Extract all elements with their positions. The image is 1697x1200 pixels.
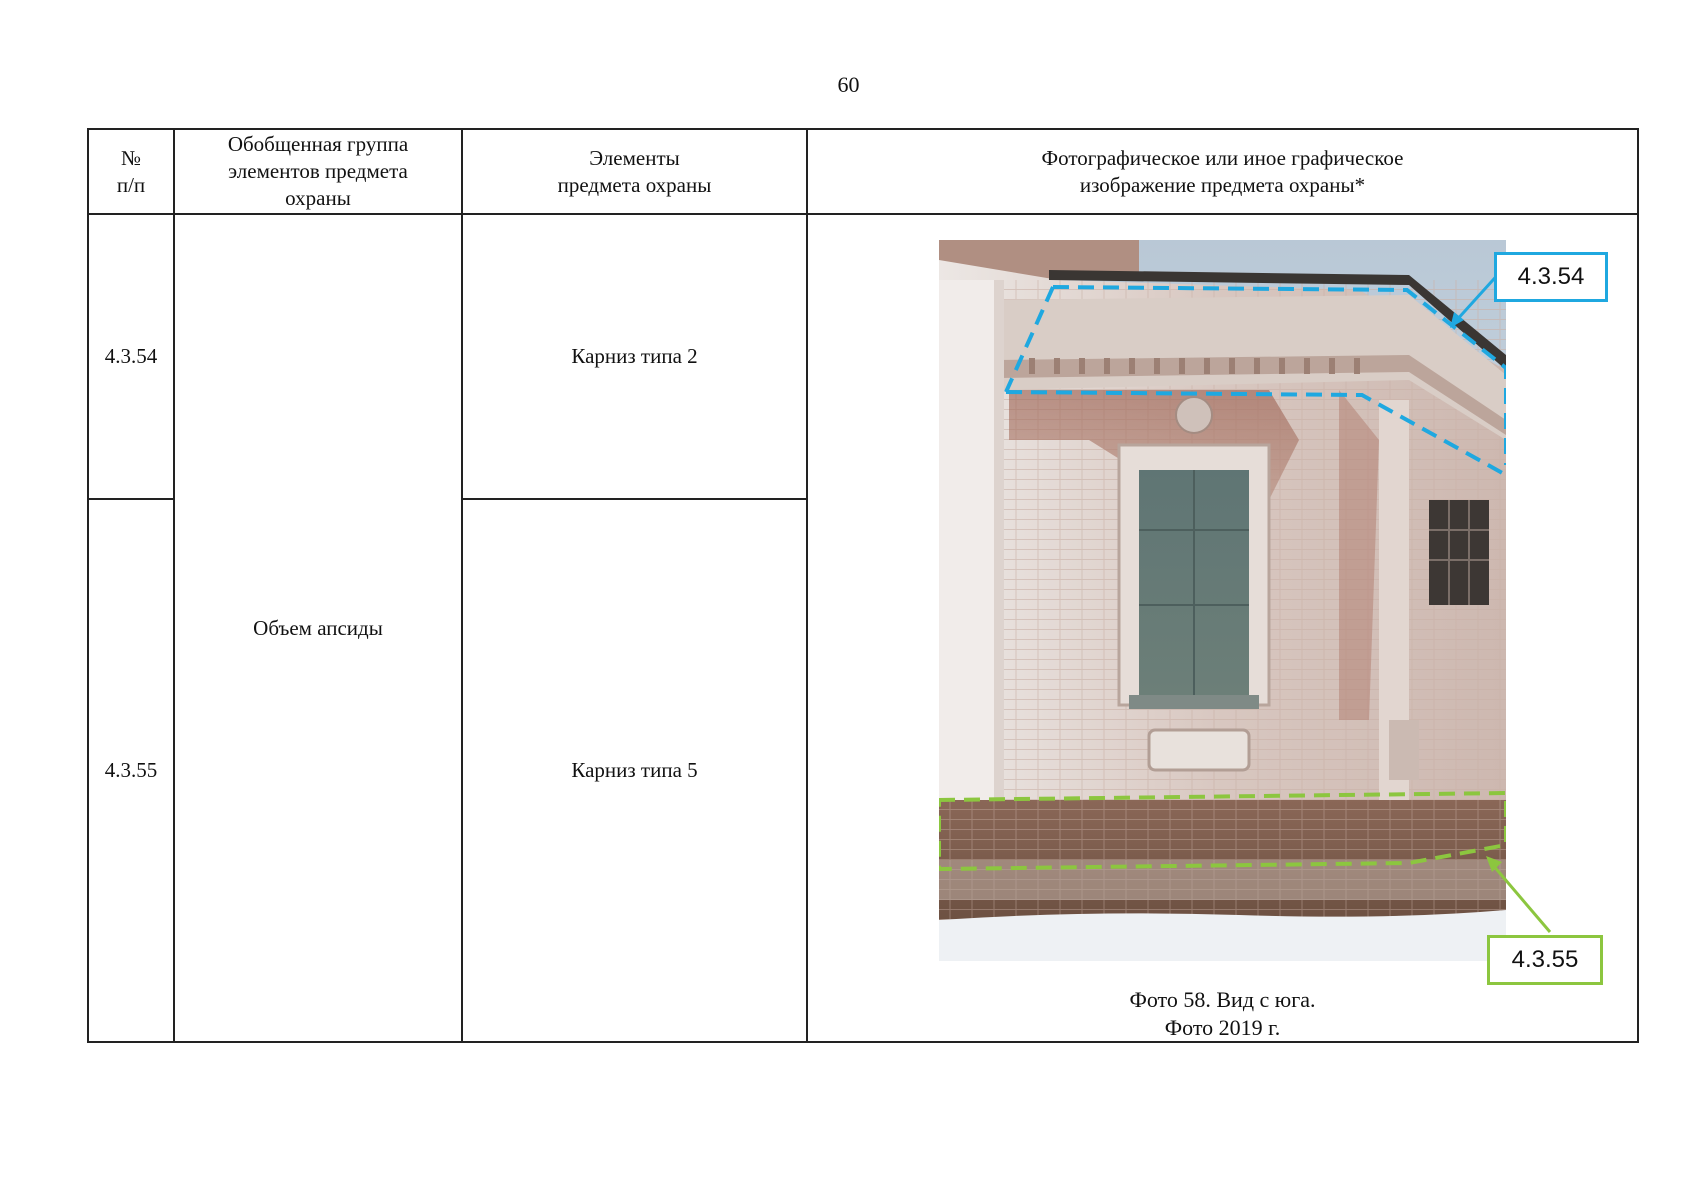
photo-caption bbox=[806, 986, 1639, 1042]
group-value: Объем апсиды bbox=[253, 615, 383, 640]
element-4-3-55: Карниз типа 5 bbox=[571, 758, 698, 782]
row-number-4-3-54: 4.3.54 bbox=[104, 344, 158, 368]
callout-arrow-4-3-55 bbox=[1480, 850, 1570, 940]
photo-caption-line1: Фото 58. Вид с юга. bbox=[1129, 987, 1316, 1012]
callout-4-3-54: 4.3.54 bbox=[1494, 252, 1608, 302]
row-number-4-3-55: 4.3.55 bbox=[104, 758, 158, 782]
header-group: Обобщенная группа элементов предмета охраны bbox=[227, 132, 409, 210]
apse-photo-image bbox=[939, 240, 1506, 961]
photo-caption-line2: Фото 2019 г. bbox=[1164, 1015, 1281, 1040]
apse-photo bbox=[939, 240, 1506, 961]
element-4-3-54: Карниз типа 2 bbox=[571, 344, 698, 368]
column-divider-3 bbox=[806, 128, 808, 1043]
page-number: 60 bbox=[837, 72, 860, 97]
header-image: Фотографическое или иное графическое изображение предмета охраны* bbox=[1041, 145, 1404, 197]
header-elements: Элементы предмета охраны bbox=[557, 145, 712, 197]
table-border-right bbox=[1637, 128, 1639, 1043]
callout-4-3-55: 4.3.55 bbox=[1487, 935, 1603, 985]
header-number: № п/п bbox=[116, 145, 146, 197]
